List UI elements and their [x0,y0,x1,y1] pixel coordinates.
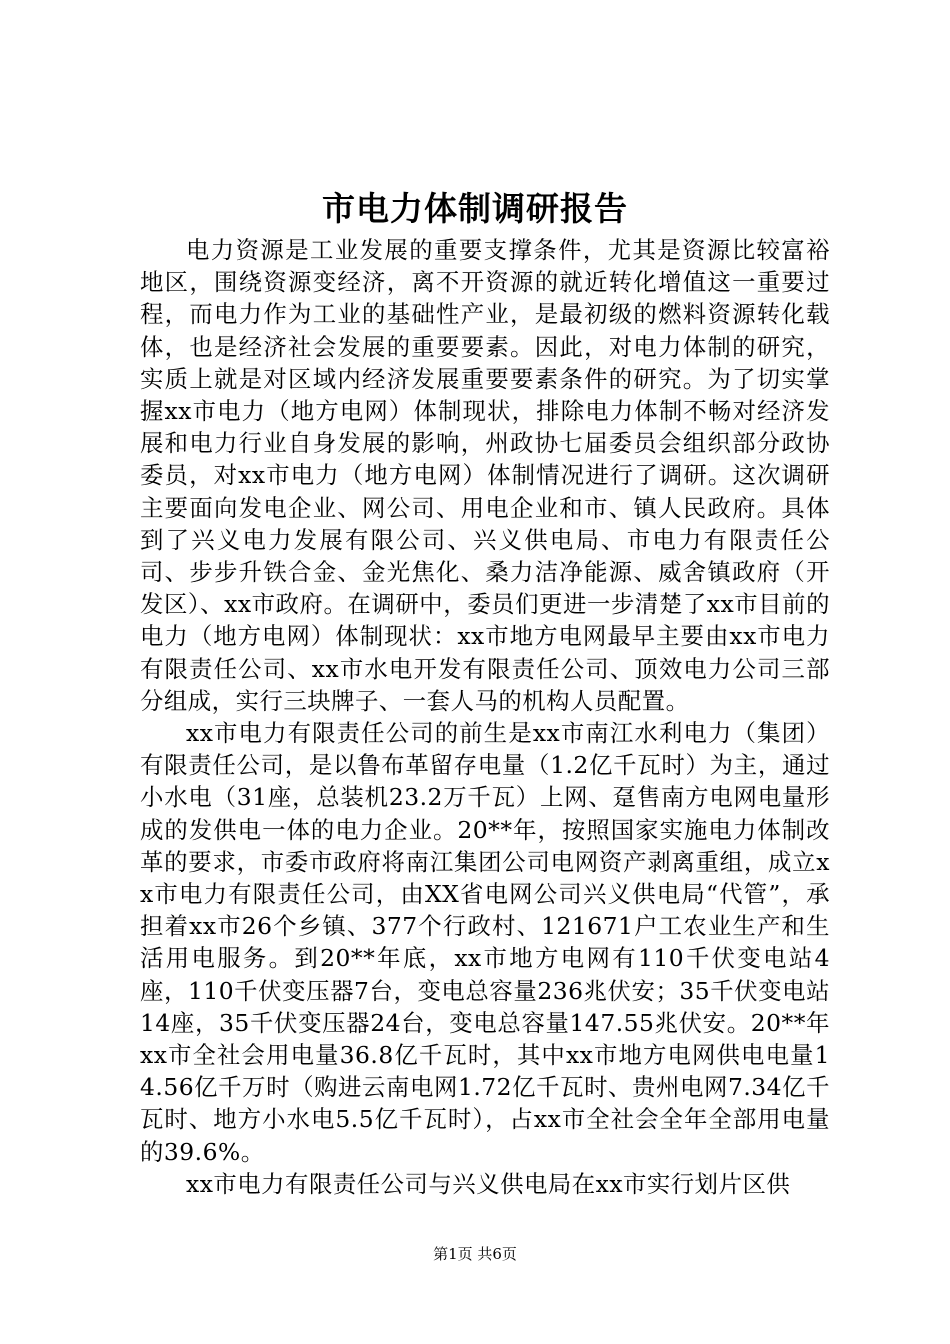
document-title: 市电力体制调研报告 [322,189,628,228]
paragraph-2: xx市电力有限责任公司的前生是xx市南江水利电力（集团）有限责任公司，是以鲁布革留存电量（1.2亿千瓦时）为主，通过小水电（31座，总装机23.2万千瓦）上网、趸售南方电网电量形成的发供电一体的电力企业。20**年，按照国家实施电力体制改革的要求，市委市政府将南江集团公司电网资产剥离重组，成立xx市电力有限责任公司，由XX省电网公司兴义供电局“代管”，承担着xx市26个乡镇、377个行政村、121671户工农业生产和生活用电服务。到20**年底，xx市地方电网有110千伏变电站4座，110千伏变压器7台，变电总容量236兆伏安；35千伏变电站14座，35千伏变压器24台，变电总容量147.55兆伏安。20**年xx市全社会用电量36.8亿千瓦时，其中xx市地方电网供电电量14.56亿千万时（购进云南电网1.72亿千瓦时、贵州电网7.34亿千瓦时、地方小水电5.5亿千瓦时），占xx市全社会全年全部用电量的39.6%。 [140,719,830,1166]
page-footer: 第1页 共6页 [433,1245,517,1263]
paragraph-1: 电力资源是工业发展的重要支撑条件，尤其是资源比较富裕地区，围绕资源变经济，离不开资源的就近转化增值这一重要过程，而电力作为工业的基础性产业，是最初级的燃料资源转化载体，也是经济社会发展的重要要素。因此，对电力体制的研究，实质上就是对区域内经济发展重要要素条件的研究。为了切实掌握xx市电力（地方电网）体制现状，排除电力体制不畅对经济发展和电力行业自身发展的影响，州政协七届委员会组织部分政协委员，对xx市电力（地方电网）体制情况进行了调研。这次调研主要面向发电企业、网公司、用电企业和市、镇人民政府。具体到了兴义电力发展有限公司、兴义供电局、市电力有限责任公司、步步升铁合金、金光焦化、桑力洁净能源、威舍镇政府（开发区）、xx市政府。在调研中，委员们更进一步清楚了xx市目前的电力（地方电网）体制现状：xx市地方电网最早主要由xx市电力有限责任公司、xx市水电开发有限责任公司、顶效电力公司三部分组成，实行三块牌子、一套人马的机构人员配置。 [140,236,830,715]
document-body [140,234,830,1200]
paragraph-3: xx市电力有限责任公司与兴义供电局在xx市实行划片区供 [186,1169,791,1198]
